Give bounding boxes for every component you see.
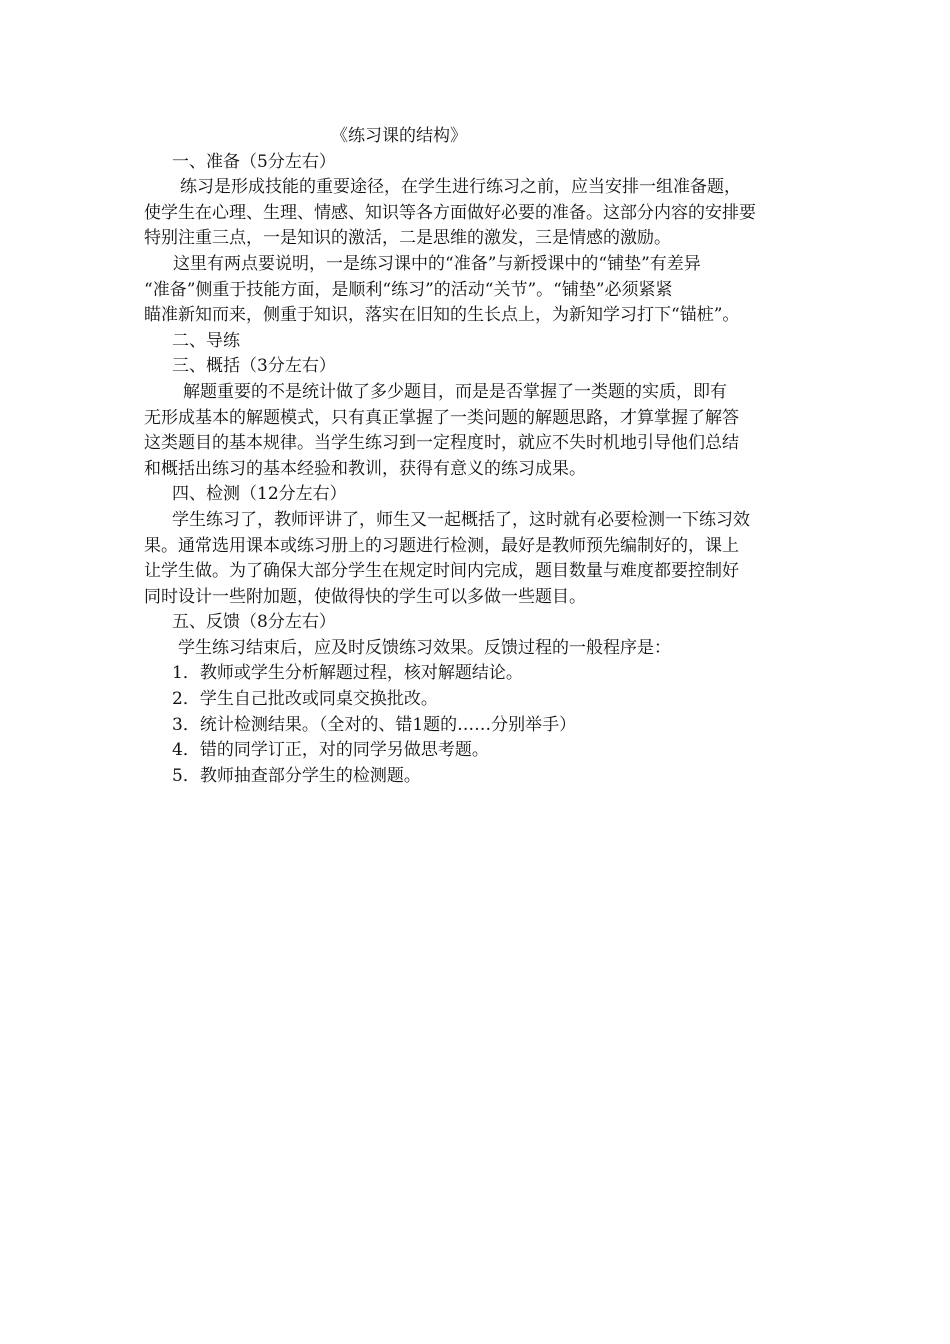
paragraph-line: 同时设计一些附加题，使做得快的学生可以多做一些题目。: [144, 586, 586, 607]
paragraph-line: 这里有两点要说明，一是练习课中的“准备”与新授课中的“铺垫”有差异: [173, 253, 701, 274]
section-heading-assessment: 四、检测（12分左右）: [172, 484, 347, 505]
section-heading-guided-practice: 二、导练: [172, 330, 240, 351]
paragraph-line: 这类题目的基本规律。当学生练习到一定程度时，就应不失时机地引导他们总结: [144, 433, 739, 454]
paragraph-line: 瞄准新知而来，侧重于知识，落实在旧知的生长点上，为新知学习打下“锚桩”。: [144, 305, 740, 326]
paragraph-summary: [144, 380, 812, 482]
paragraph-line: “准备”侧重于技能方面，是顺利“练习”的活动“关节”。“铺垫”必须紧紧: [144, 279, 673, 300]
paragraph-line: 无形成基本的解题模式，只有真正掌握了一类问题的解题思路，才算掌握了解答: [144, 407, 739, 428]
list-item: 1．教师或学生分析解题过程，核对解题结论。: [172, 663, 523, 684]
list-item: 3．统计检测结果。（全对的、错1题的……分别举手）: [172, 714, 577, 735]
section-heading-preparation: 一、准备（5分左右）: [172, 151, 336, 172]
paragraph-line: 练习是形成技能的重要途径，在学生进行练习之前，应当安排一组准备题，: [180, 177, 741, 198]
paragraph-line: 学生练习了，教师评讲了，师生又一起概括了，这时就有必要检测一下练习效: [172, 509, 750, 530]
section-heading-feedback: 五、反馈（8分左右）: [172, 612, 336, 633]
paragraph-line: 特别注重三点，一是知识的激活，二是思维的激发，三是情感的激励。: [144, 228, 671, 249]
list-item: 2．学生自己批改或同桌交换批改。: [172, 689, 438, 710]
paragraph-assessment: [144, 508, 812, 610]
paragraph-preparation-purpose: [144, 175, 812, 252]
paragraph-line: 和概括出练习的基本经验和教训，获得有意义的练习成果。: [144, 458, 586, 479]
list-item: 4．错的同学订正，对的同学另做思考题。: [172, 740, 489, 761]
paragraph-feedback-intro: 学生练习结束后，应及时反馈练习效果。反馈过程的一般程序是：: [178, 637, 671, 658]
list-item: 5．教师抽查部分学生的检测题。: [172, 765, 421, 786]
paragraph-preparation-notes: [144, 252, 812, 329]
paragraph-line: 让学生做。为了确保大部分学生在规定时间内完成，题目数量与难度都要控制好: [144, 561, 739, 582]
document-body: [144, 124, 812, 789]
section-heading-summary: 三、概括（3分左右）: [172, 356, 336, 377]
paragraph-line: 果。通常选用课本或练习册上的习题进行检测，最好是教师预先编制好的，课上: [144, 535, 739, 556]
paragraph-line: 解题重要的不是统计做了多少题目，而是是否掌握了一类题的实质，即有: [183, 381, 727, 402]
feedback-steps-list: [144, 661, 812, 789]
document-title: 《练习课的结构》: [331, 126, 467, 146]
paragraph-line: 使学生在心理、生理、情感、知识等各方面做好必要的准备。这部分内容的安排要: [144, 202, 756, 223]
